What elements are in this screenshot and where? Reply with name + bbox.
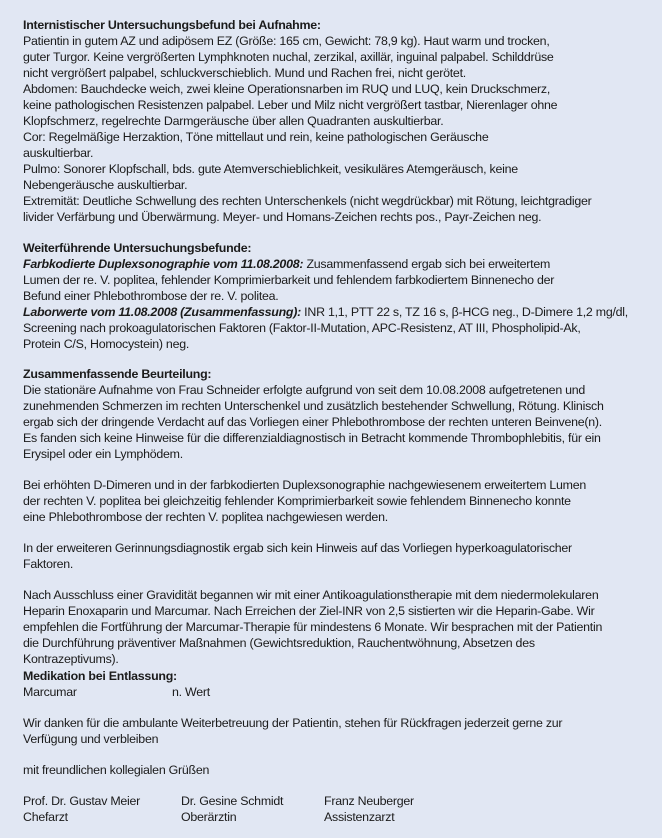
assessment-line: Kontrazeptivums).: [23, 652, 119, 666]
assessment-line: der rechten V. poplitea bei gleichzeitig fehlender Komprimierbarkeit sowie fehlendem Binnenecho konnte: [23, 494, 571, 508]
signature-name: Prof. Dr. Gustav Meier: [23, 794, 141, 808]
duplex-line: Befund einer Phlebothrombose der re. V. politea.: [23, 289, 279, 303]
assessment-heading: Zusammenfassende Beurteilung:: [23, 367, 212, 381]
exam-line: livider Verfärbung und Überwärmung. Meyer- und Homans-Zeichen rechts pos., Payr-Zeichen neg.: [23, 210, 542, 224]
duplex-text: Zusammenfassend ergab sich bei erweitertem: [303, 257, 551, 271]
signature-role: Assistenzarzt: [324, 810, 395, 824]
assessment-line: eine Phlebothrombose der rechten V. poplitea nachgewiesen werden.: [23, 510, 388, 524]
duplex-line: [23, 256, 550, 272]
signature-oberaerztin: [181, 793, 283, 825]
lab-line: Screening nach prokoagulatorischen Faktoren (Faktor-II-Mutation, APC-Resistenz, AT III, Phospholipid-Ak,: [23, 321, 581, 335]
exam-line: Klopfschmerz, regelrechte Darmgeräusche über allen Quadranten auskultierbar.: [23, 114, 444, 128]
closing-line: Wir danken für die ambulante Weiterbetreuung der Patientin, stehen für Rückfragen jederzeit gerne zur: [23, 716, 563, 730]
medication-drug: Marcumar: [23, 685, 77, 699]
greeting: mit freundlichen kollegialen Grüßen: [23, 763, 210, 777]
assessment-line: Bei erhöhten D-Dimeren und in der farbkodierten Duplexsonographie nachgewiesenem erweitertem Lumen: [23, 478, 587, 492]
signature-role: Oberärztin: [181, 810, 237, 824]
exam-line: Extremität: Deutliche Schwellung des rechten Unterschenkels (nicht wegdrückbar) mit Rötung, leichtgradiger: [23, 194, 592, 208]
exam-line: Cor: Regelmäßige Herzaktion, Töne mittellaut und rein, keine pathologischen Geräusche: [23, 130, 489, 144]
exam-line: Abdomen: Bauchdecke weich, zwei kleine Operationsnarben im RUQ und LUQ, kein Druckschmerz,: [23, 82, 551, 96]
assessment-line: Die stationäre Aufnahme von Frau Schneider erfolgte aufgrund von seit dem 10.08.2008 aufgetretenen und: [23, 383, 586, 397]
assessment-line: Faktoren.: [23, 557, 74, 571]
assessment-line: zunehmenden Schmerzen im rechten Unterschenkel und zusätzlich bestehender Schwellung, Rötung. Klinisch: [23, 399, 604, 413]
assessment-line: empfehlen die Fortführung der Marcumar-Therapie für mindestens 6 Monate. Wir besprachen mit der Patientin: [23, 620, 603, 634]
exam-line: keine pathologischen Resistenzen palpabel. Leber und Milz nicht vergrößert tastbar, Nierenlager ohne: [23, 98, 558, 112]
signature-block: [23, 793, 662, 827]
assessment-line: Nach Ausschluss einer Gravidität begannen wir mit einer Antikoagulationstherapie mit dem niedermolekularen: [23, 588, 599, 602]
exam-heading: Internistischer Untersuchungsbefund bei Aufnahme:: [23, 18, 321, 32]
duplex-line: Lumen der re. V. poplitea, fehlender Komprimierbarkeit und fehlendem farbkodiertem Binnenecho der: [23, 273, 555, 287]
signature-name: Dr. Gesine Schmidt: [181, 794, 284, 808]
lab-line: Protein C/S, Homocystein) neg.: [23, 337, 190, 351]
exam-line: Patientin in gutem AZ und adipösem EZ (Größe: 165 cm, Gewicht: 78,9 kg). Haut warm und trocken,: [23, 34, 550, 48]
signature-chefarzt: [23, 793, 140, 825]
signature-role: Chefarzt: [23, 810, 68, 824]
exam-line: guter Turgor. Keine vergrößerten Lymphknoten nuchal, zerzikal, axillär, inguinal palpabel. Schilddrüse: [23, 50, 554, 64]
exam-line: Pulmo: Sonorer Klopfschall, bds. gute Atemverschieblichkeit, vesikuläres Atemgeräusch, keine: [23, 162, 518, 176]
assessment-line: Es fanden sich keine Hinweise für die differenzialdiagnostisch in Betracht kommende Thrombophlebitis, für ein: [23, 431, 601, 445]
assessment-line: die Durchführung präventiver Maßnahmen (Gewichtsreduktion, Rauchentwöhnung, Absetzen des: [23, 636, 535, 650]
assessment-line: Heparin Enoxaparin und Marcumar. Nach Erreichen der Ziel-INR von 2,5 sistierten wir die Heparin-Gabe. Wir: [23, 604, 595, 618]
assessment-line: In der erweiteren Gerinnungsdiagnostik ergab sich kein Hinweis auf das Vorliegen hyperkoagulatorischer: [23, 541, 572, 555]
assessment-line: Erysipel oder ein Lymphödem.: [23, 447, 183, 461]
signature-name: Franz Neuberger: [324, 794, 414, 808]
lab-label: Laborwerte vom 11.08.2008 (Zusammenfassung):: [23, 305, 301, 319]
medication-dose: n. Wert: [172, 685, 210, 699]
lab-text: INR 1,1, PTT 22 s, TZ 16 s, β-HCG neg., D-Dimere 1,2 mg/dl,: [300, 305, 628, 319]
closing-line: Verfügung und verbleiben: [23, 732, 159, 746]
lab-line: [23, 304, 628, 320]
exam-line: Nebengeräusche auskultierbar.: [23, 178, 188, 192]
duplex-label: Farbkodierte Duplexsonographie vom 11.08.2008:: [23, 257, 304, 271]
signature-assistenzarzt: [324, 793, 414, 825]
further-heading: Weiterführende Untersuchungsbefunde:: [23, 241, 252, 255]
exam-line: nicht vergrößert palpabel, schluckverschieblich. Mund und Rachen frei, nicht gerötet.: [23, 66, 466, 80]
medication-row: [23, 684, 323, 700]
medication-heading: Medikation bei Entlassung:: [23, 669, 177, 683]
exam-line: auskultierbar.: [23, 146, 94, 160]
assessment-line: ergab sich der dringende Verdacht auf das Vorliegen einer Phlebothrombose der rechten unteren Beinvene(n).: [23, 415, 602, 429]
